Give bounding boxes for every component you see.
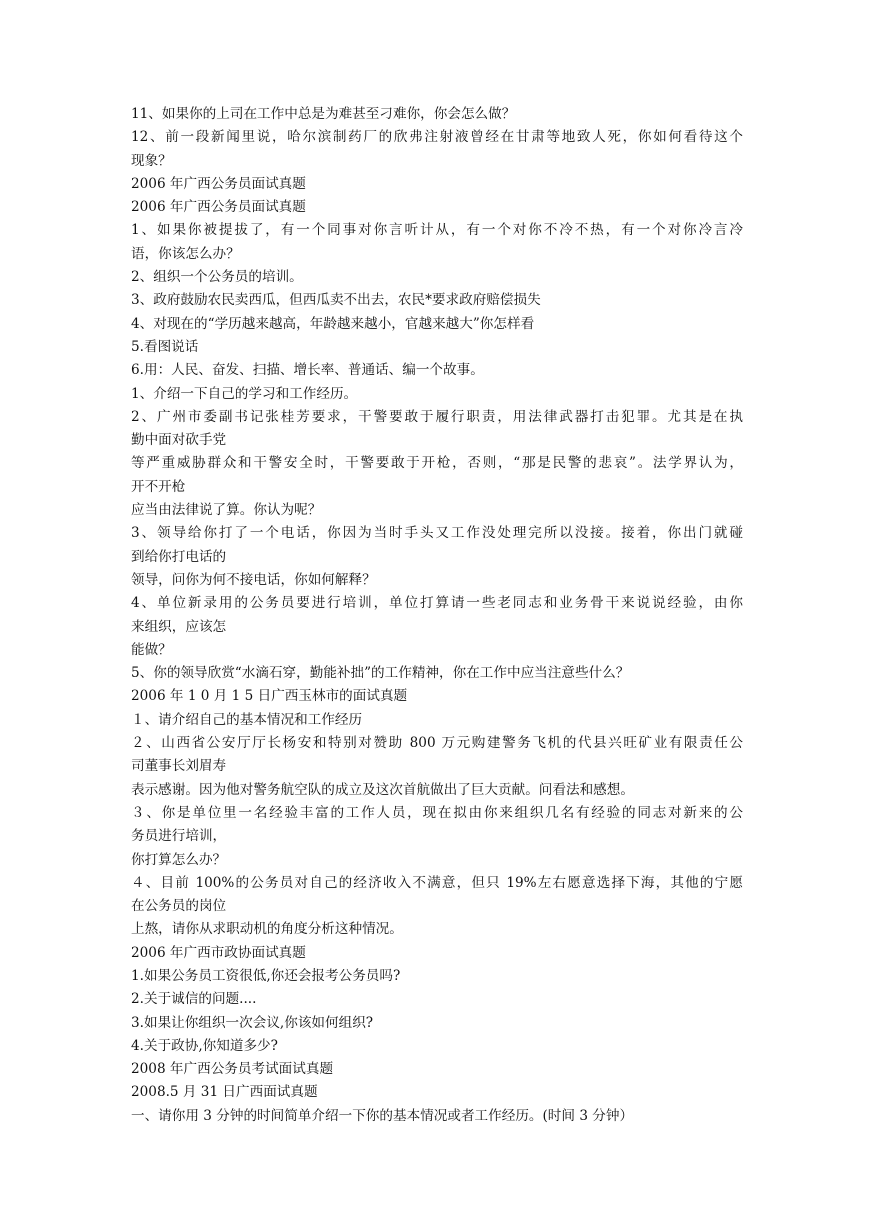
text-line: 4、单位新录用的公务员要进行培训，单位打算请一些老同志和业务骨干来说说经验，由你 [131,595,743,612]
text-line: 到给你打电话的 [131,548,227,565]
text-line: 应当由法律说了算。你认为呢？ [131,502,322,519]
document-body [131,103,743,1128]
text-line: 一、请你用 3 分钟的时间简单介绍一下你的基本情况或者工作经历。(时间 3 分钟） [131,1107,634,1124]
text-line: 等严重威胁群众和干警安全时，干警要敢于开枪，否则，“那是民警的悲哀”。法学界认为， [131,455,743,472]
section-heading: 2008.5 月 31 日广西面试真题 [131,1084,318,1101]
text-line: 5、你的领导欣赏“水滴石穿，勤能补拙”的工作精神，你在工作中应当注意些什么？ [131,665,630,682]
section-heading: 2006 年广西市政协面试真题 [131,944,306,961]
section-heading: 2008 年广西公务员考试面试真题 [131,1061,334,1078]
text-line: 务员进行培训， [131,828,227,845]
text-line: ４、目前 100%的公务员对自己的经济收入不满意，但只 19%左右愿意选择下海，其他的宁愿 [131,874,743,891]
text-line: 能做？ [131,641,172,658]
text-line: 3、领导给你打了一个电话，你因为当时手头又工作没处理完所以没接。接着，你出门就碰 [131,525,743,542]
text-line: 2、广州市委副书记张桂芳要求，干警要敢于履行职责，用法律武器打击犯罪。尤其是在执 [131,408,743,425]
text-line: 表示感谢。因为他对警务航空队的成立及这次首航做出了巨大贡献。问看法和感想。 [131,781,634,798]
text-line: 你打算怎么办？ [131,851,227,868]
text-line: 司董事长刘眉寿 [131,758,227,775]
text-line: 来组织，应该怎 [131,618,227,635]
text-line: 3.如果让你组织一次会议,你该如何组织? [131,1014,374,1031]
text-line: ３、你是单位里一名经验丰富的工作人员，现在拟由你来组织几名有经验的同志对新来的公 [131,804,743,821]
text-line: 11、如果你的上司在工作中总是为难甚至刁难你，你会怎么做？ [131,106,516,122]
section-heading: 2006 年广西公务员面试真题 [131,175,306,192]
text-line: １、请介绍自己的基本情况和工作经历 [131,711,363,728]
text-line: 开不开枪 [131,478,186,495]
text-line: ２、山西省公安厅厅长杨安和特别对赞助 800 万元购建警务飞机的代县兴旺矿业有限责任公 [131,735,743,752]
section-heading: 2006 年广西公务员面试真题 [131,199,306,216]
text-line: 2.关于诚信的问题.... [131,991,257,1008]
text-line: 5.看图说话 [131,338,199,355]
text-line: 上熬，请你从求职动机的角度分析这种情况。 [131,921,403,938]
text-line: 6.用：人民、奋发、扫描、增长率、普通话、编一个故事。 [131,362,484,379]
text-line: 现象？ [131,152,172,169]
text-line: 1.如果公务员工资很低,你还会报考公务员吗? [131,967,401,984]
text-line: 1、如果你被提拔了，有一个同事对你言听计从，有一个对你不冷不热，有一个对你冷言冷 [131,222,743,239]
text-line: 3、政府鼓励农民卖西瓜，但西瓜卖不出去，农民*要求政府赔偿损失 [131,292,541,309]
text-line: 在公务员的岗位 [131,898,227,915]
text-line: 4.关于政协,你知道多少? [131,1037,278,1054]
text-line: 语，你该怎么办？ [131,245,240,262]
section-heading: 2006 年 1 0 月 1 5 日广西玉林市的面试真题 [131,688,408,705]
text-line: 领导，问你为何不接电话，你如何解释？ [131,571,376,588]
text-line: 12、前一段新闻里说，哈尔滨制药厂的欣弗注射液曾经在甘肃等地致人死，你如何看待这个 [131,129,743,146]
text-line: 勤中面对砍手党 [131,432,227,449]
text-line: 2、组织一个公务员的培训。 [131,269,303,286]
text-line: 4、对现在的“学历越来越高，年龄越来越小，官越来越大”你怎样看 [131,315,535,332]
text-line: 1、介绍一下自己的学习和工作经历。 [131,385,358,402]
